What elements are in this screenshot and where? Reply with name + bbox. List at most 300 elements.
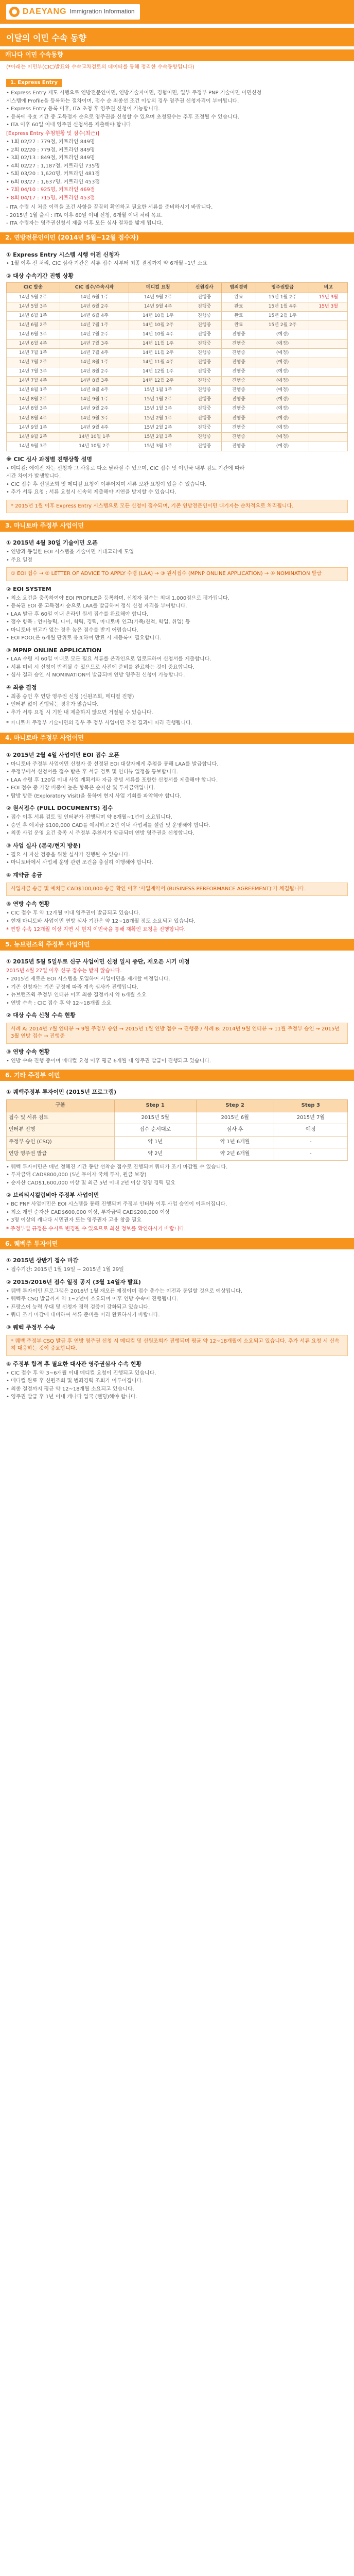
list-item: • CIC 접수 후 신원조회 및 메디컬 요청이 이루어지며 서류 보완 요청이 있을 수 있습니다. <box>6 481 207 487</box>
list-item: • 승인 후 예치금 $100,000 CAD를 예치하고 2년 이내 사업체를 설립 및 운영해야 합니다. <box>6 822 210 828</box>
mbb-lines-2 <box>6 814 348 838</box>
table-row <box>7 358 348 367</box>
table-cell: 인터뷰 진행 <box>7 1124 115 1137</box>
list-item: • 3회 02/13 : 849점, 커트라인 849명 <box>6 155 95 161</box>
table-cell: 진행중 <box>222 404 256 414</box>
table-cell: 진행중 <box>222 386 256 395</box>
list-item: • 마니토바에서 사업체 운영 관련 조건을 충실히 이행해야 합니다. <box>6 860 153 866</box>
table-row <box>7 302 348 311</box>
table-cell <box>309 395 348 404</box>
subsection-title: ② 대상 수속 신청 수속 현황 <box>6 1012 76 1019</box>
table-cell: 14년 7월 4주 <box>60 349 129 358</box>
subsection-title: ② 브리티시컬럼비아 주정부 사업이민 <box>6 1192 99 1199</box>
table-cell: 14년 9월 4주 <box>129 302 187 311</box>
list-item: • 8회 04/17 : 715명, 커트라인 453점 <box>6 195 95 201</box>
list-item: • 현재 마니토바 사업이민 연방 심사 기간은 약 12~18개월 정도 소요되고 있습니다. <box>6 918 196 924</box>
list-item: • CIC 접수 후 약 3~6개월 이내 메디컬 요청이 진행되고 있습니다. <box>6 1370 156 1376</box>
table-body <box>7 293 348 451</box>
text-line: • 1월 이후 전 처리, CIC 심사 기간은 서류 접수 시부터 최종 결정까지 약 6개월~1년 소요 <box>6 261 207 267</box>
list-item: • 서류 미비 시 신청이 반려될 수 있으므로 사전에 준비를 완료하는 것이 중요합니다. <box>6 664 195 670</box>
column-header: 비고 <box>309 282 348 293</box>
mb-lines-1 <box>6 549 348 564</box>
table-cell: 진행중 <box>187 330 222 340</box>
header <box>0 0 354 24</box>
subsection-title: ② 대상 수속기간 진행 상황 <box>6 272 74 279</box>
list-item: • 7회 04/10 : 925명, 커트라인 469점 <box>6 187 95 193</box>
section-heading: 5. 뉴브런즈윅 주정부 사업이민 <box>0 939 354 951</box>
list-item: • 프랑스어 능력 우대 및 신청자 경력 검증이 강화되고 있습니다. <box>6 1304 150 1310</box>
table-cell: 14년 5월 3주 <box>7 302 60 311</box>
draws-list <box>6 139 348 202</box>
logo <box>6 4 140 20</box>
column-header: Step 2 <box>196 1100 274 1112</box>
list-item: • LAA 수령 시 60일 이내로 모든 필요 서류를 온라인으로 업로드하여 신청서를 제출합니다. <box>6 656 211 663</box>
table-cell: 14년 10월 4주 <box>129 330 187 340</box>
table-row <box>7 349 348 358</box>
subsection-title: ※ CIC 심사 과정별 진행상황 설명 <box>6 455 92 463</box>
list-item: • 1회 02/27 : 779점, 커트라인 849명 <box>6 139 95 145</box>
table-cell: (예정) <box>256 358 309 367</box>
table-cell: 진행중 <box>187 404 222 414</box>
table-cell: 15년 1월 3주 <box>129 404 187 414</box>
table-row <box>7 312 348 321</box>
list-item: • 연방과 동일한 EOI 시스템을 기술이민 카테고리에 도입 <box>6 549 134 555</box>
list-item: • 최종 결정까지 평균 약 12~18개월 소요되고 있습니다. <box>6 1386 134 1392</box>
list-item: • 최소 요건을 충족하여야 EOI PROFILE을 등록하며, 신청자 점수는 최대 1,000점으로 평가됩니다. <box>6 595 229 601</box>
table-cell <box>309 432 348 442</box>
table-cell: 진행중 <box>222 349 256 358</box>
table-cell: 14년 9월 1주 <box>60 395 129 404</box>
page-title: 이달의 이민 수속 동향 <box>0 28 354 46</box>
table-row <box>7 386 348 395</box>
table-cell: 15년 2월 2주 <box>129 423 187 432</box>
mb-lines-3 <box>6 656 348 680</box>
section-other-provinces <box>0 1081 354 1238</box>
table-cell: 진행중 <box>187 340 222 349</box>
table-cell: 진행중 <box>222 423 256 432</box>
table-cell: 14년 9월 3주 <box>60 414 129 423</box>
section-heading: 4. 마니토바 주정부 사업이민 <box>0 733 354 744</box>
table-cell: 진행중 <box>222 377 256 386</box>
table-cell <box>309 377 348 386</box>
table-cell: 14년 7월 2주 <box>7 358 60 367</box>
table-cell: 15년 3월 1주 <box>129 442 187 451</box>
subsection-title: ① 2015년 2월 4일 사업이민 EOI 접수 오픈 <box>6 751 119 758</box>
list-item: • 추가 서류 요청 시 기한 내 제출하지 않으면 거절될 수 있습니다. <box>6 709 153 716</box>
list-item: • 주요 일정 <box>6 557 32 563</box>
table-cell: (예정) <box>256 404 309 414</box>
logo-sub: Immigration Information <box>69 8 135 15</box>
subsection-title: ④ 주정부 합격 후 필요한 대사관 영주권심사 수속 현황 <box>6 1360 142 1367</box>
table-cell: 약 1년 6개월 <box>196 1136 274 1148</box>
table-cell: (예정) <box>256 442 309 451</box>
list-item: - 2015년 1월 출시 : ITA 이후 60일 이내 신청, 6개월 이내 처리 목표. <box>6 212 163 218</box>
table-cell: 15년 3월 <box>309 293 348 302</box>
table-cell: 14년 6월 4주 <box>7 340 60 349</box>
table-cell: 15년 3월 <box>309 302 348 311</box>
list-item: 시간 차이가 발생합니다. <box>6 473 61 480</box>
list-item: • 점수 항목 : 언어능력, 나이, 학력, 경력, 마니토바 연고(가족/친척, 학업, 취업) 등 <box>6 619 190 625</box>
table-cell: (예정) <box>256 377 309 386</box>
list-item: • 퀘벡 투자이민 프로그램은 2016년 1월 재오픈 예정이며 접수 총수는 이전과 동일할 것으로 예상됩니다. <box>6 1288 242 1294</box>
table-cell: 14년 7월 4주 <box>7 377 60 386</box>
table-cell: 진행중 <box>222 367 256 377</box>
table-cell: 주정부 승인 (CSQ) <box>7 1136 115 1148</box>
table-cell: 14년 10월 1주 <box>60 432 129 442</box>
section-federal-skilled <box>0 244 354 521</box>
section-heading: 6. 기타 주정부 이민 <box>0 1070 354 1081</box>
column-header: Step 3 <box>274 1100 347 1112</box>
table-cell: 진행중 <box>222 432 256 442</box>
table-cell: 14년 7월 1주 <box>60 321 129 330</box>
table-cell: 접수 및 서류 검토 <box>7 1112 115 1124</box>
list-item: • ITA 이후 60일 이내 영주권 신청서를 제출해야 합니다. <box>6 122 133 128</box>
table-cell: 진행중 <box>187 349 222 358</box>
table-cell: 14년 6월 2주 <box>7 321 60 330</box>
table-cell <box>309 386 348 395</box>
list-item: - ITA 수령 시 처음 이력을 조건 사항을 꼼꼼히 확인하고 필요한 서류를 준비하시기 바랍니다. <box>6 205 213 210</box>
subsection-title: ② 2015/2016년 접수 일정 공지 (3월 14일자 발표) <box>6 1278 141 1285</box>
table-cell: 완료 <box>222 312 256 321</box>
subsection-title: ③ 퀘벡 주정부 수속 <box>6 1324 56 1331</box>
table-header-row <box>7 282 348 293</box>
list-item: • 6회 03/27 : 1,637명, 커트라인 453점 <box>6 179 100 185</box>
subsection-title: ① Express Entry 시스템 시행 이전 신청자 <box>6 251 120 258</box>
table-cell: 완료 <box>222 302 256 311</box>
other-lines-2 <box>6 1201 348 1225</box>
table-cell: 진행중 <box>187 302 222 311</box>
table-cell: 진행중 <box>187 377 222 386</box>
list-item: • Express Entry 제도 시행으로 연방전문인이민, 연방기술자이민, 경험이민, 일부 주정부 PNP 기술이민 이민신청 <box>6 90 262 96</box>
list-item: • 주정부에서 신청서를 접수 받은 후 서류 검토 및 인터뷰 일정을 통보합니다. <box>6 769 178 775</box>
list-item: • 퀘벡 투자이민은 매년 정해진 기간 동안 선착순 접수로 진행되며 쿼터가 조기 마감될 수 있습니다. <box>6 1164 228 1170</box>
table-cell: 연방 영주권 발급 <box>7 1148 115 1161</box>
ee-notes <box>6 204 348 228</box>
section-manitoba-skilled <box>0 532 354 733</box>
table-cell <box>309 349 348 358</box>
logo-name: DAEYANG <box>23 7 67 16</box>
table-cell: 진행중 <box>187 386 222 395</box>
table-cell: 진행중 <box>187 432 222 442</box>
table-row <box>7 1112 348 1124</box>
qc-lines-2 <box>6 1288 348 1319</box>
subsection-title: ⑤ 연방 수속 현황 <box>6 901 50 908</box>
table-cell: 14년 9월 2주 <box>129 293 187 302</box>
subsection-title: ② 원서접수 (FULL DOCUMENTS) 접수 <box>6 805 113 812</box>
table-row <box>7 414 348 423</box>
table-cell: 14년 8월 2주 <box>60 367 129 377</box>
draws-heading: [Express Entry 추첨현황 및 점수(최근)] <box>6 130 99 137</box>
table-row <box>7 432 348 442</box>
table-cell: 2015년 7월 <box>274 1112 347 1124</box>
column-header: 메디컬 요청 <box>129 282 187 293</box>
list-item: • 접수기간: 2015년 1월 19일 ~ 2015년 1월 29일 <box>6 1267 124 1273</box>
table-row <box>7 330 348 340</box>
table-cell: 14년 8월 1주 <box>60 358 129 367</box>
subsection-title: ③ 연방 수속 현황 <box>6 1048 50 1055</box>
section-manitoba-business <box>0 744 354 939</box>
table-cell: (예정) <box>256 423 309 432</box>
list-item: • 쿼터 조기 마감에 대비하여 서류 준비를 미리 완료하시기 바랍니다. <box>6 1312 160 1318</box>
table-row <box>7 423 348 432</box>
list-item: • 최종 승인 후 연방 영주권 신청 (신원조회, 메디컬 진행) <box>6 693 134 700</box>
list-item: • 투자금액 CAD$800,000 (5년 무이자 국채 투자, 원금 보장) <box>6 1172 147 1178</box>
table-cell: 14년 6월 3주 <box>7 330 60 340</box>
table-cell: 예정 <box>274 1124 347 1137</box>
table-cell: 진행중 <box>187 321 222 330</box>
table-cell <box>309 423 348 432</box>
list-item: • LAA 수령 후 120일 이내 사업 계획서와 자금 증빙 서류를 포함한 신청서를 제출해야 합니다. <box>6 777 218 783</box>
highlight-box: ① EOI 접수 → ② LETTER OF ADVICE TO APPLY 수령 (LAA) → ③ 원서접수 (MPNP ONLINE APPLICATION) → ④ NOMINATION 발급 <box>6 567 348 581</box>
table-cell: 접수 순서대로 <box>114 1124 196 1137</box>
table-cell: 진행중 <box>187 358 222 367</box>
table-cell: 14년 6월 1주 <box>60 293 129 302</box>
table-cell: 14년 7월 3주 <box>60 340 129 349</box>
subsection-tag: 1. Express Entry <box>6 79 62 88</box>
table-row <box>7 395 348 404</box>
table-row <box>7 377 348 386</box>
other-lines-1 <box>6 1164 348 1188</box>
section-heading: 캐나다 이민 수속동향 <box>0 49 354 61</box>
red-note: 2015년 4월 27일 이후 신규 접수는 받지 않습니다. <box>6 968 122 974</box>
list-item: • 5회 03/20 : 1,620명, 커트라인 481점 <box>6 171 100 177</box>
table-cell: 진행중 <box>187 414 222 423</box>
list-item: • EOI POOL은 6개월 단위로 유효하며 만료 시 재등록이 필요합니다. <box>6 635 162 641</box>
list-item: • 추가 서류 요청 : 서류 요청시 신속히 제출해야 지연을 방지할 수 있습니다. <box>6 489 176 496</box>
table-cell: 14년 8월 4주 <box>7 414 60 423</box>
table-row <box>7 404 348 414</box>
mbb-lines-1 <box>6 761 348 801</box>
table-cell: 14년 9월 1주 <box>7 423 60 432</box>
list-item: • 마니토바 연고가 없는 경우 높은 점수를 받기 어렵습니다. <box>6 627 138 633</box>
nb-lines-1 <box>6 976 348 1007</box>
table-cell: 14년 6월 2주 <box>60 302 129 311</box>
section-heading: 3. 마니토바 주정부 사업이민 <box>0 520 354 532</box>
table-cell <box>309 312 348 321</box>
highlight-box: * 2015년 1월 이후 Express Entry 시스템으로 모든 신청이 접수되며, 기존 연방전문인이민 대기자는 순차적으로 처리됩니다. <box>6 500 348 514</box>
list-item: • EOI 점수 중 가장 비중이 높은 항목은 순자산 및 투자금액입니다. <box>6 785 155 791</box>
table-cell: 진행중 <box>222 358 256 367</box>
table-cell: (예정) <box>256 367 309 377</box>
table-cell: 진행중 <box>187 312 222 321</box>
table-row <box>7 321 348 330</box>
table-row <box>7 367 348 377</box>
table-cell: 진행중 <box>222 330 256 340</box>
subsection-title: ① 2015년 5월 5일부로 신규 사업이민 신청 일시 중단, 재오픈 시기 미정 <box>6 958 190 965</box>
red-note: * 연방 수속 12개월 이상 지연 시 현지 이민국을 통해 재확인 요청을 진행합니다. <box>6 927 186 933</box>
table-cell: 15년 2월 2주 <box>256 321 309 330</box>
column-header: CIC 발송 <box>7 282 60 293</box>
table-cell: 14년 8월 1주 <box>7 386 60 395</box>
table-cell: 14년 5월 2주 <box>7 293 60 302</box>
table-cell: 심사 후 <box>196 1124 274 1137</box>
mb-lines-2 <box>6 595 348 642</box>
processing-table <box>6 282 348 451</box>
section-express-entry <box>0 61 354 232</box>
table-cell: 14년 12월 1주 <box>129 367 187 377</box>
list-item: • 등록된 EOI 중 고득점자 순으로 LAA를 발급하여 정식 신청 자격을 부여합니다. <box>6 603 187 609</box>
table-cell: 14년 12월 2주 <box>129 377 187 386</box>
intro-note: (*아래는 이민부(CIC)발표와 수속교차검토의 데이터를 통해 정리한 수속동향입니다) <box>6 64 194 70</box>
table-row <box>7 1148 348 1161</box>
qc-lines-1 <box>6 1266 348 1274</box>
table-cell <box>309 414 348 423</box>
table-cell: 진행중 <box>187 293 222 302</box>
table-cell <box>309 340 348 349</box>
table-cell: 14년 11월 4주 <box>129 358 187 367</box>
table-cell: 14년 10월 1주 <box>129 312 187 321</box>
list-item: 시스템에 Profile을 등록하는 절차이며, 점수 순 최종선 조건 이상의 경우 영주권 신청자격이 부여됩니다. <box>6 98 239 104</box>
section-quebec-investor <box>0 1249 354 1405</box>
table-cell: (예정) <box>256 349 309 358</box>
table-header-row <box>7 1100 348 1112</box>
subsection-title: ① 2015년 상반기 접수 마감 <box>6 1257 79 1264</box>
table-cell: 14년 7월 2주 <box>60 330 129 340</box>
table-cell: 진행중 <box>222 395 256 404</box>
column-header: 영주권발급 <box>256 282 309 293</box>
table-cell: 약 1년 <box>114 1136 196 1148</box>
table-cell: 2015년 6월 <box>196 1112 274 1124</box>
subsection-title: ② EOI SYSTEM <box>6 585 51 592</box>
list-item: • 4회 02/27 : 1,187점, 커트라인 735명 <box>6 163 100 169</box>
table-cell <box>309 321 348 330</box>
column-header: CIC 접수/수속시작 <box>60 282 129 293</box>
table-cell: 진행중 <box>222 414 256 423</box>
table-cell: 14년 9월 2주 <box>60 404 129 414</box>
table-cell: 14년 9월 4주 <box>60 423 129 432</box>
list-item: • BC PNP 사업이민은 EOI 시스템을 통해 진행되며 주정부 인터뷰 이후 사업 승인이 이루어집니다. <box>6 1201 227 1208</box>
table-cell: 14년 6월 1주 <box>7 312 60 321</box>
table-cell: 진행중 <box>187 423 222 432</box>
table-row <box>7 1124 348 1137</box>
table-cell: 완료 <box>222 293 256 302</box>
column-header: 신원검사 <box>187 282 222 293</box>
table-cell: 약 2년 6개월 <box>196 1148 274 1161</box>
list-item: • 최소 개인 순자산 CAD$600,000 이상, 투자금액 CAD$200,000 이상 <box>6 1209 170 1215</box>
table-row <box>7 442 348 451</box>
highlight-box: 사례 A: 2014년 7월 인터뷰 → 9월 주정부 승인 → 2015년 1월 연방 접수 → 진행중 / 사례 B: 2014년 9월 인터뷰 → 11월 주정부 승인 → 2015년 3월 연방 접수 → 진행중 <box>6 1023 348 1044</box>
table-cell: 완료 <box>222 321 256 330</box>
mbb-lines-5 <box>6 910 348 925</box>
list-item: • 접수 이후 서류 검토 및 인터뷰가 진행되며 약 6개월~1년이 소요됩니다. <box>6 815 172 821</box>
list-item: • 필요 시 자산 검증을 위한 실사가 진행될 수 있습니다. <box>6 852 130 858</box>
table-cell: 14년 10월 2주 <box>129 321 187 330</box>
list-item: • LAA 발급 후 60일 이내 온라인 원서 접수를 완료해야 합니다. <box>6 611 149 617</box>
column-header: 구분 <box>7 1100 115 1112</box>
section-heading: 2. 연방전문인이민 (2014년 5월~12월 접수자) <box>0 232 354 244</box>
mbb-lines-3 <box>6 852 348 867</box>
table-cell: 진행중 <box>222 340 256 349</box>
fsw-lines <box>6 465 348 497</box>
table-cell: 15년 1월 2주 <box>129 395 187 404</box>
note: * 마니토바 주정부 기술이민의 경우 주 정부 사업이민 추첨 결과에 따라 진행됩니다. <box>6 720 192 726</box>
list-item: • 심사 결과 승인 시 NOMINATION이 발급되며 연방 영주권 신청이 가능합니다. <box>6 672 185 679</box>
table-cell <box>309 330 348 340</box>
column-header: 범죄경력 <box>222 282 256 293</box>
table-cell <box>309 442 348 451</box>
list-item: • 최종 사업 운영 요건 충족 시 주정부 추천서가 발급되며 연방 영주권을 신청합니다. <box>6 831 195 837</box>
logo-mark-icon <box>9 7 20 17</box>
list-item: • 퀘벡주 CSQ 발급까지 약 1~2년이 소요되며 이후 연방 수속이 진행됩니다. <box>6 1296 179 1302</box>
table-cell <box>309 358 348 367</box>
list-item: • 연방 수속 진행 중이며 메디컬 요청 이후 평균 6개월 내 영주권 발급이 진행되고 있습니다. <box>6 1058 211 1064</box>
table-cell: 14년 8월 2주 <box>7 395 60 404</box>
subsection-title: ④ 최종 결정 <box>6 684 37 691</box>
subsection-title: ③ MPNP ONLINE APPLICATION <box>6 647 102 654</box>
table-cell: 14년 6월 4주 <box>60 312 129 321</box>
table-cell: 약 2년 <box>114 1148 196 1161</box>
list-item: • Express Entry 등록 이후, ITA 초청 후 영주권 신청이 가능합니다. <box>6 106 160 112</box>
table-cell: 15년 2월 3주 <box>129 432 187 442</box>
table-cell: 15년 2월 1주 <box>256 312 309 321</box>
subsection-title: ③ 사업 실사 (본국/현지 방문) <box>6 842 81 849</box>
nb-lines-3 <box>6 1058 348 1065</box>
mb-lines-4 <box>6 693 348 717</box>
highlight-box: 사업자금 송금 및 예치금 CAD$100,000 송금 확인 이후 '사업계약서 (BUSINESS PERFORMANCE AGREEMENT)'가 체결됩니다. <box>6 883 348 896</box>
section-heading: 6. 퀘벡주 투자이민 <box>0 1238 354 1249</box>
table-cell: 14년 7월 1주 <box>7 349 60 358</box>
table-cell: 진행중 <box>187 442 222 451</box>
list-item: • 기존 신청자는 기존 규정에 따라 계속 심사가 진행됩니다. <box>6 984 138 990</box>
table-cell: (예정) <box>256 395 309 404</box>
subsection-title: ④ 계약금 송금 <box>6 871 43 878</box>
qc-lines-4 <box>6 1370 348 1401</box>
subsection-title: ① 퀘벡주정부 투자이민 (2015년 프로그램) <box>6 1089 117 1096</box>
table-cell: 15년 1월 1주 <box>129 386 187 395</box>
table-cell: (예정) <box>256 414 309 423</box>
table-cell: 14년 9월 2주 <box>7 432 60 442</box>
list-item: - ITA 수령자는 영주권신청서 제출 이후 모든 심사 절차를 밟게 됩니다. <box>6 221 163 226</box>
table-body <box>7 1112 348 1160</box>
table-cell: 14년 8월 3주 <box>60 377 129 386</box>
list-item: • 메디컬 완료 후 신원조회 및 범죄경력 조회가 이루어집니다. <box>6 1378 144 1384</box>
subsection-title: ① 2015년 4월 30일 기술이민 오픈 <box>6 539 98 547</box>
table-cell <box>309 404 348 414</box>
table-cell: 14년 8월 4주 <box>60 386 129 395</box>
comparison-table <box>6 1099 348 1161</box>
list-item: • 연방 수속 : CIC 접수 후 약 12~18개월 소요 <box>6 1000 112 1006</box>
table-cell: 14년 8월 3주 <box>7 404 60 414</box>
list-item: • 3명 이상의 캐나다 시민권자 또는 영주권자 고용 창출 필요 <box>6 1217 142 1224</box>
table-cell: 15년 1월 2주 <box>256 293 309 302</box>
table-cell: (예정) <box>256 386 309 395</box>
list-item: • 메디컬: 에이전 자는 신청자 그 사유로 다소 달라질 수 있으며, CIC 접수 및 이민국 내부 검토 기간에 따라 <box>6 465 245 471</box>
list-item: • 2015년 새로운 EOI 시스템을 도입하여 사업이민을 재개할 예정입니다. <box>6 976 170 982</box>
table-cell: (예정) <box>256 432 309 442</box>
list-item: • 영주권 발급 후 1년 이내 캐나다 입국 (랜딩)해야 합니다. <box>6 1394 137 1400</box>
section-new-brunswick <box>0 951 354 1070</box>
table-cell: 진행중 <box>187 367 222 377</box>
table-cell: 진행중 <box>187 395 222 404</box>
table-cell: - <box>274 1136 347 1148</box>
table-row <box>7 1136 348 1148</box>
table-row <box>7 293 348 302</box>
table-cell: 14년 7월 3주 <box>7 367 60 377</box>
list-item: • 탐방 방문 (Exploratory Visit)을 통하여 현지 사업 기회를 파악해야 합니다. <box>6 793 182 799</box>
table-cell: 진행중 <box>222 442 256 451</box>
table-cell <box>309 367 348 377</box>
table-cell: 15년 2월 1주 <box>129 414 187 423</box>
list-item: • 마니토바 주정부 사업이민 신청자 중 선정된 EOI 대상자에게 추첨을 통해 LAA를 발급합니다. <box>6 761 219 767</box>
list-item: • 등록에 유효 기간 중 고득점자 순으로 영주권을 신청할 수 있으며 초청횟수는 추후 조정될 수 있습니다. <box>6 114 239 120</box>
table-cell: (예정) <box>256 340 309 349</box>
table-cell: 15년 1월 4주 <box>256 302 309 311</box>
ee-lines <box>6 90 348 129</box>
table-cell: 14년 9월 3주 <box>7 442 60 451</box>
table-cell: 14년 11월 1주 <box>129 340 187 349</box>
list-item: • 뉴브런즈윅 주정부 인터뷰 이후 최종 결정까지 약 6개월 소요 <box>6 992 147 998</box>
table-cell: - <box>274 1148 347 1161</box>
